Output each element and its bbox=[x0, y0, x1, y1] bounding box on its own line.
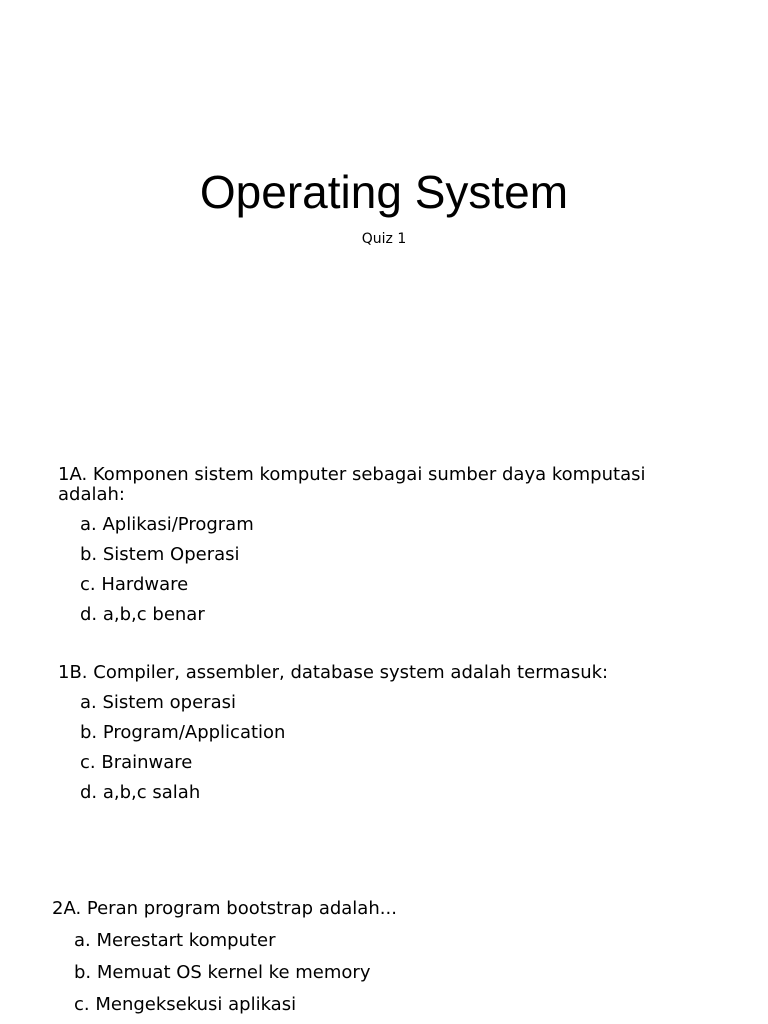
option-a: a. Aplikasi/Program bbox=[80, 514, 254, 535]
option-list bbox=[80, 510, 678, 630]
option-a: a. Sistem operasi bbox=[80, 692, 236, 713]
question-1a bbox=[58, 465, 678, 630]
option-c: c. Mengeksekusi aplikasi bbox=[74, 994, 297, 1015]
option-list bbox=[80, 688, 678, 808]
question-text: 1B. Compiler, assembler, database system adalah termasuk: bbox=[58, 662, 609, 683]
option-c: c. Brainware bbox=[80, 752, 193, 773]
option-b: b. Memuat OS kernel ke memory bbox=[74, 962, 371, 983]
option-b: b. Sistem Operasi bbox=[80, 544, 240, 565]
page-subtitle: Quiz 1 bbox=[361, 231, 407, 247]
option-a: a. Merestart komputer bbox=[74, 930, 276, 951]
option-b: b. Program/Application bbox=[80, 722, 286, 743]
question-text: 1A. Komponen sistem komputer sebagai sumber daya komputasi adalah: bbox=[58, 464, 646, 505]
option-c: c. Hardware bbox=[80, 574, 189, 595]
option-list bbox=[74, 925, 672, 1021]
option-d: d. a,b,c benar bbox=[80, 604, 205, 625]
question-1b bbox=[58, 663, 678, 808]
question-2a bbox=[52, 899, 672, 1021]
page-title: Operating System bbox=[199, 166, 569, 218]
option-d: d. a,b,c salah bbox=[80, 782, 201, 803]
question-text: 2A. Peran program bootstrap adalah... bbox=[52, 898, 397, 919]
